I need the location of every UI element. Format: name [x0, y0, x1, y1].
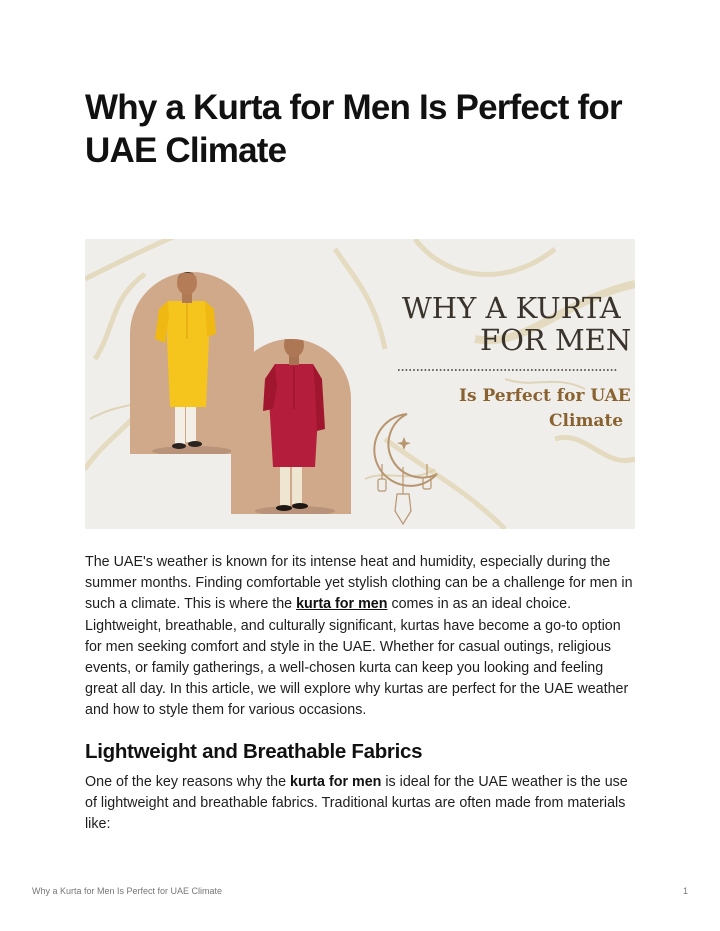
- bold-keyword: kurta for men: [290, 774, 382, 790]
- banner-line-3: Is Perfect for UAE: [459, 386, 631, 406]
- section-heading: Lightweight and Breathable Fabrics: [85, 740, 423, 763]
- banner-line-2: FOR MEN: [480, 323, 632, 357]
- page-number: 1: [682, 886, 688, 896]
- page-title: Why a Kurta for Men Is Perfect for UAE Climate: [85, 88, 622, 170]
- hero-banner-image: [85, 239, 635, 529]
- footer-title: Why a Kurta for Men Is Perfect for UAE Climate: [32, 886, 223, 896]
- banner-line-4: Climate: [549, 411, 624, 431]
- section-paragraph: One of the key reasons why the kurta for men is ideal for the UAE weather is the use of lightweight and breathable fabrics. Traditional kurtas are often made from materials like:: [85, 774, 628, 833]
- intro-paragraph: The UAE's weather is known for its intense heat and humidity, especially during the summer months. Finding comfortable yet stylish clothing can be a challenge for men in such a climate. This is where the kurta for men comes in as an ideal choice. Lightweight, breathable, and culturally significant, kurtas have become a go-to option for men seeking comfort and style in the UAE. Whether for casual outings, religious events, or family gatherings, a well-chosen kurta can keep you looking and feeling great all day. In this article, we will explore why kurtas are perfect for the UAE weather and how to style them for various occasions.: [85, 554, 633, 719]
- banner-line-1: WHY A KURTA: [402, 291, 621, 325]
- kurta-for-men-link[interactable]: kurta for men: [296, 596, 388, 613]
- model-red-kurta: [225, 333, 355, 524]
